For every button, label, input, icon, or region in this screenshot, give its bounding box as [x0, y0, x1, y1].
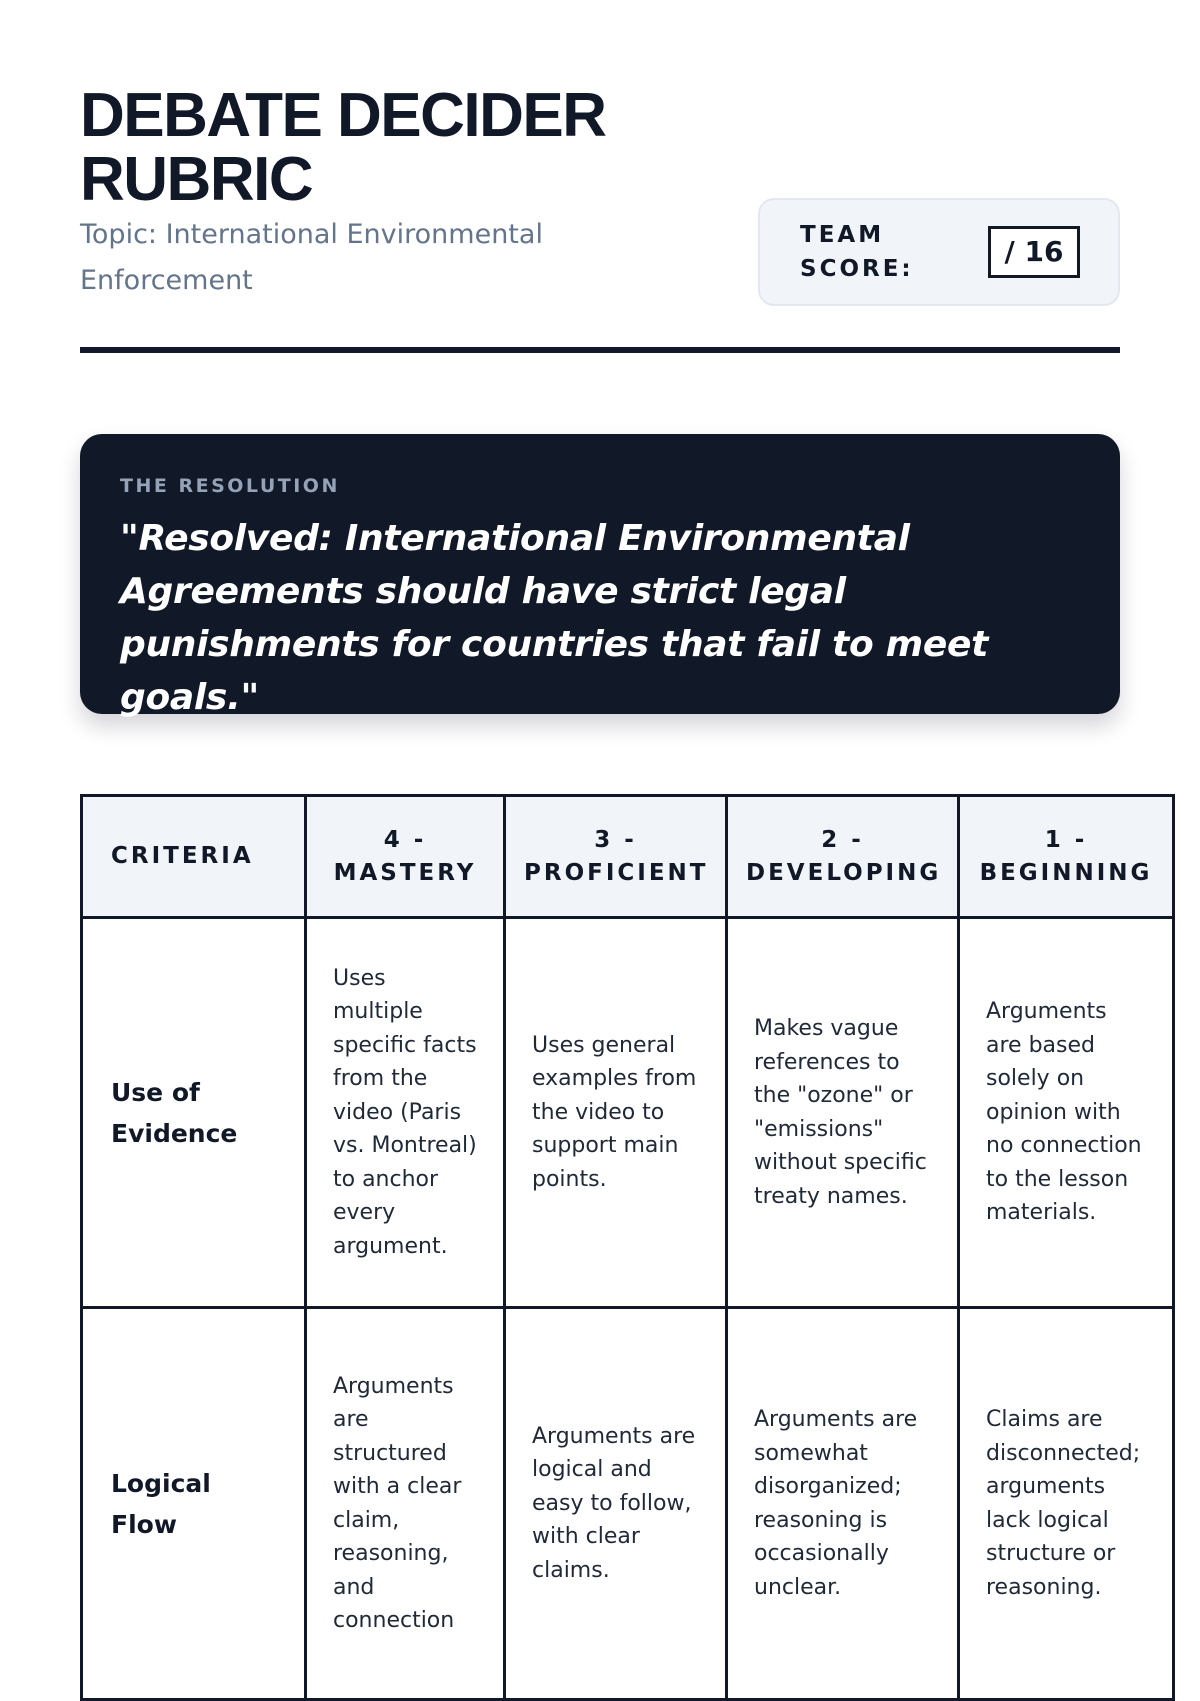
- team-score-label: TEAM SCORE:: [800, 222, 914, 282]
- topic-subtitle: Topic: International Environmental Enforcement: [80, 219, 543, 296]
- cell-developing: Makes vague references to the "ozone" or "emissions" without specific treaty names.: [727, 918, 959, 1308]
- resolution-label: THE RESOLUTION: [120, 475, 340, 497]
- cell-mastery: Arguments are structured with a clear claim, reasoning, and connection: [306, 1308, 505, 1700]
- cell-proficient: Arguments are logical and easy to follow, with clear claims.: [505, 1308, 727, 1700]
- cell-beginning: Claims are disconnected; arguments lack logical structure or reasoning.: [959, 1308, 1174, 1700]
- team-score-box: [758, 198, 1120, 306]
- header-beginning: 1 - BEGINNING: [959, 796, 1174, 918]
- criteria-logical-flow: Logical Flow: [82, 1308, 306, 1700]
- page-title: DEBATE DECIDER RUBRIC: [80, 81, 606, 214]
- cell-beginning: Arguments are based solely on opinion with no connection to the lesson materials.: [959, 918, 1174, 1308]
- header-proficient: 3 - PROFICIENT: [505, 796, 727, 918]
- cell-proficient: Uses general examples from the video to support main points.: [505, 918, 727, 1308]
- rubric-table: [80, 794, 1175, 1701]
- resolution-card: [80, 434, 1120, 718]
- team-score-field[interactable]: / 16: [988, 226, 1080, 278]
- header-divider: [80, 347, 1120, 353]
- header-developing: 2 - DEVELOPING: [727, 796, 959, 918]
- table-row: [82, 918, 1174, 1308]
- rubric-header-row: [82, 796, 1174, 918]
- header-criteria: CRITERIA: [82, 796, 306, 918]
- header-mastery: 4 - MASTERY: [306, 796, 505, 918]
- resolution-text: "Resolved: International Environmental Agreements should have strict legal punishments for countries that fail to meet goals.": [120, 518, 989, 718]
- cell-developing: Arguments are somewhat disorganized; reasoning is occasionally unclear.: [727, 1308, 959, 1700]
- table-row: [82, 1308, 1174, 1700]
- cell-mastery: Uses multiple specific facts from the video (Paris vs. Montreal) to anchor every argument.: [306, 918, 505, 1308]
- criteria-use-of-evidence: Use of Evidence: [82, 918, 306, 1308]
